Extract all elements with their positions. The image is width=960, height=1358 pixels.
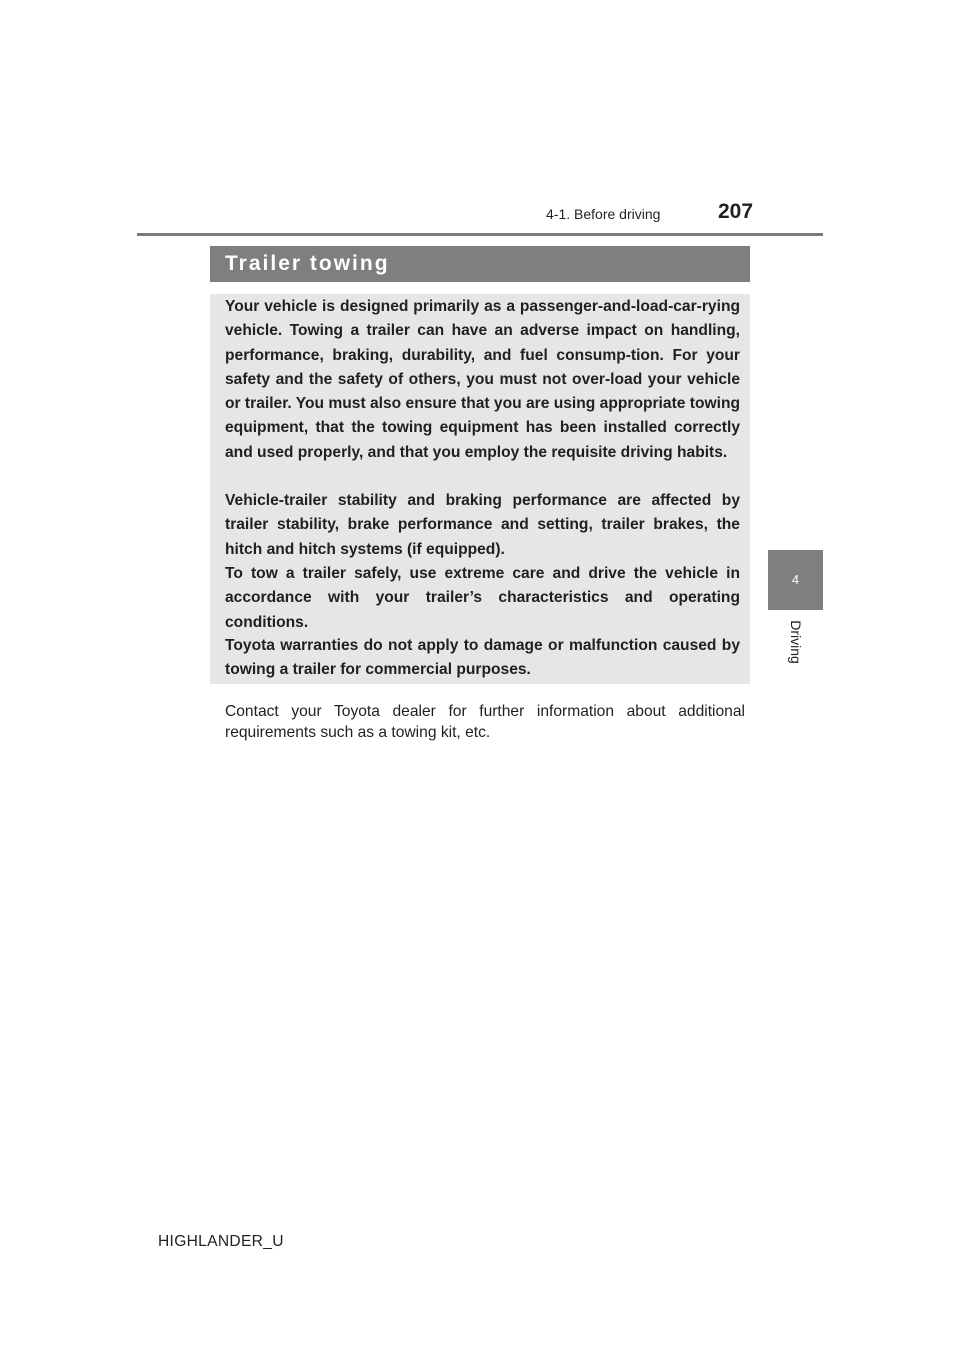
chapter-tab — [768, 550, 823, 610]
chapter-number: 4 — [791, 572, 800, 587]
summary-paragraph: Your vehicle is designed primarily as a passenger-and-load-car-rying vehicle. Towing a trailer can have an adverse impact on handling, performance, braking, durability, and fuel consump-tion. For your safety and the safety of others, you must not over-load your vehicle or trailer. You must also ensure that you are using appropriate towing equipment, that the towing equipment has been installed correctly and used properly, and that you employ the requisite driving habits. — [225, 298, 740, 461]
summary-paragraph: Toyota warranties do not apply to damage or malfunction caused by towing a trailer for commercial purposes. — [225, 637, 740, 679]
footer-model: HIGHLANDER_U — [158, 1233, 284, 1250]
header-rule — [137, 233, 823, 236]
section-label: 4-1. Before driving — [546, 206, 661, 222]
summary-paragraph: Vehicle-trailer stability and braking performance are affected by trailer stability, brake performance and setting, trailer brakes, the hitch and hitch systems (if equipped). — [225, 492, 740, 558]
summary-paragraph: To tow a trailer safely, use extreme care and drive the vehicle in accordance with your trailer’s characteristics and operating conditions. — [225, 565, 740, 631]
page-number: 207 — [718, 200, 754, 223]
title-bar — [210, 246, 750, 282]
chapter-label: Driving — [788, 620, 804, 664]
body-paragraph: Contact your Toyota dealer for further information about additional requirements such as a towing kit, etc. — [225, 703, 745, 741]
summary-box — [210, 294, 750, 684]
page-title: Trailer towing — [225, 252, 390, 275]
